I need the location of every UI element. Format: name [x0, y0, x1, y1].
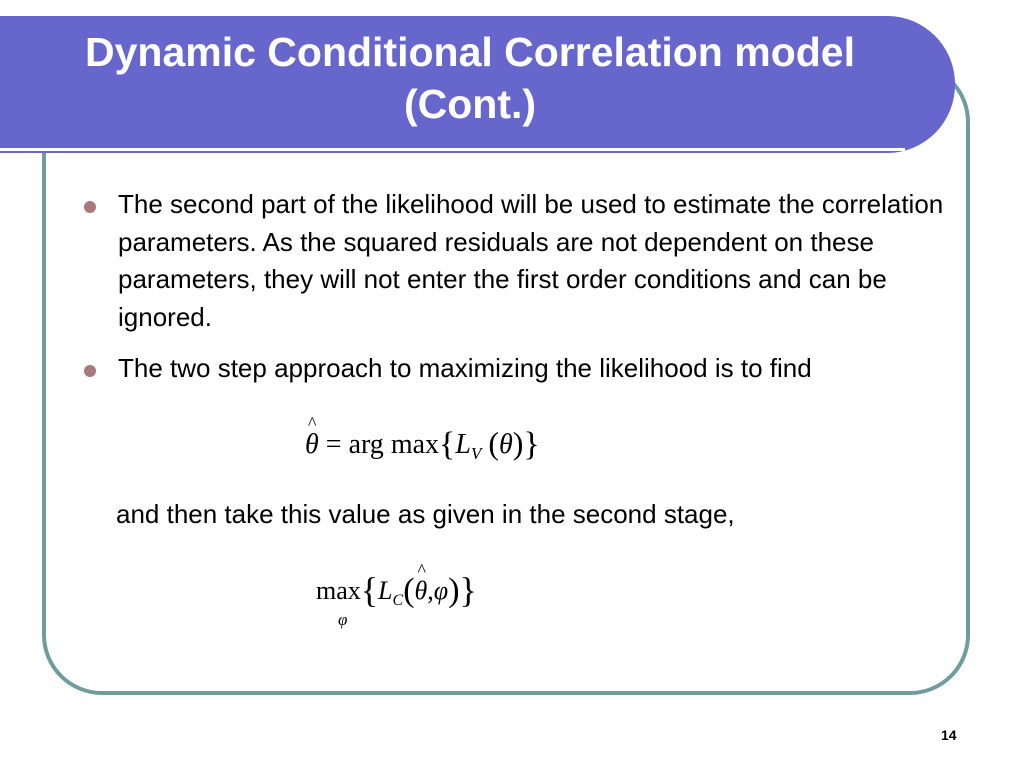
equals-sign: = [325, 429, 342, 460]
title-underline [0, 148, 905, 151]
open-brace: { [439, 426, 456, 463]
arg-operator: arg [348, 429, 384, 460]
likelihood-subscript: V [470, 444, 482, 463]
close-paren: ) [512, 425, 524, 461]
bullet-text: The second part of the likelihood will be used to estimate the correlation parameters. As the squared residuals are not dependent on these parameters, they will not enter the first order conditions and can be ignored. [118, 189, 944, 332]
page-number: 14 [941, 727, 957, 743]
bullet-text: The two step approach to maximizing the likelihood is to find [118, 353, 812, 383]
open-brace: { [360, 570, 379, 610]
theta-argument: θ [498, 429, 513, 460]
max-operator-block [316, 576, 361, 629]
bullet-dot-icon [84, 365, 96, 377]
open-paren: ( [488, 425, 499, 461]
max-operator: max [390, 429, 440, 460]
bullet-list [80, 186, 950, 402]
close-brace: } [459, 570, 477, 610]
bullet-item [80, 350, 950, 388]
bullet-item [80, 186, 950, 336]
close-brace: } [523, 426, 540, 463]
equation-second-stage [316, 566, 477, 629]
likelihood-subscript: C [392, 592, 404, 609]
comma: , [427, 576, 434, 605]
max-operator: max [316, 576, 361, 605]
theta-hat: ^ θ [305, 429, 319, 461]
likelihood-symbol: L [455, 429, 471, 460]
theta-hat: ^ θ [415, 576, 428, 606]
body-text: and then take this value as given in the second stage, [116, 499, 735, 529]
bullet-dot-icon [84, 201, 96, 213]
equation-first-stage [305, 424, 540, 462]
phi-argument: φ [433, 576, 449, 605]
title-line-1: Dynamic Conditional Correlation model [85, 29, 855, 75]
title-line-2: (Cont.) [403, 81, 537, 127]
max-subscript: φ [338, 610, 348, 629]
close-paren: ) [448, 572, 460, 609]
likelihood-symbol: L [378, 576, 393, 605]
slide-title [0, 26, 940, 130]
open-paren: ( [403, 572, 415, 609]
